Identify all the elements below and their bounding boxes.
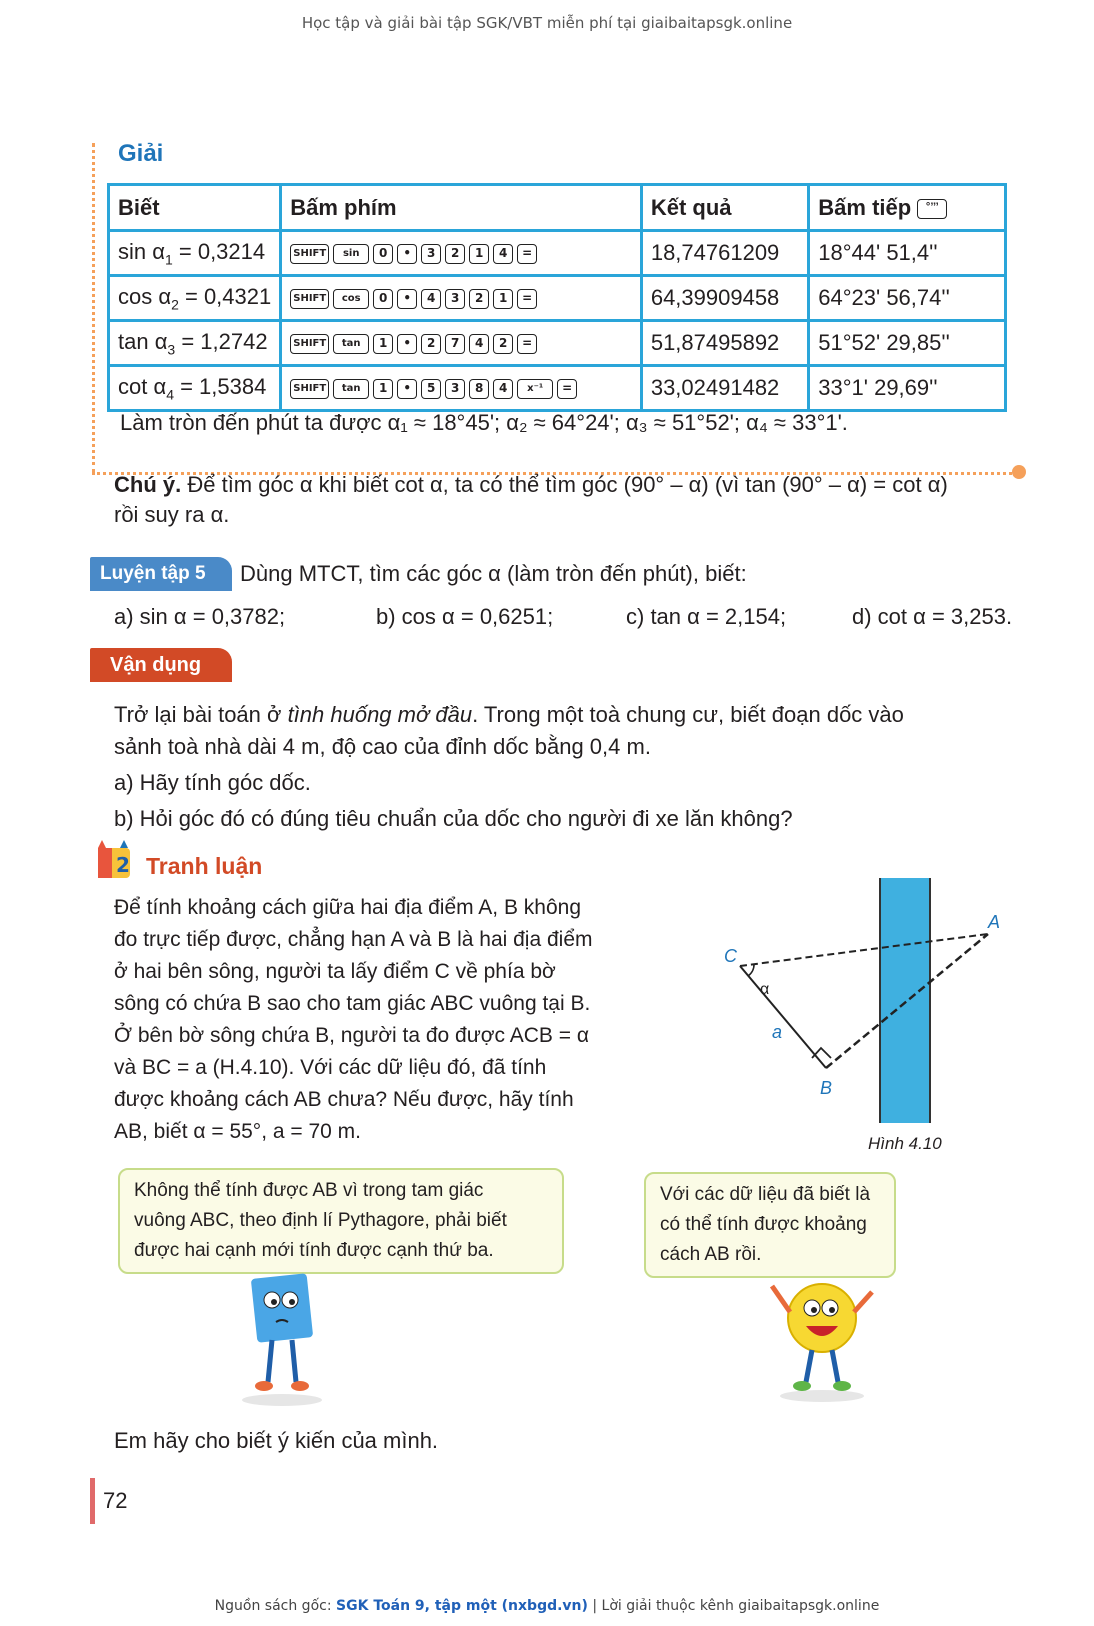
debate-line: được khoảng cách AB chưa? Nếu được, hãy tính [114, 1088, 574, 1111]
calculator-key: 7 [445, 334, 465, 354]
calculator-key: • [397, 244, 417, 264]
calculator-key: 8 [469, 379, 489, 399]
table-row [109, 366, 1006, 411]
calculator-key: 2 [445, 244, 465, 264]
calculator-key: 4 [493, 379, 513, 399]
apply-line-2: sảnh toà nhà dài 4 m, độ cao của đỉnh dốc bằng 0,4 m. [114, 734, 651, 759]
page-footer: Nguồn sách gốc: SGK Toán 9, tập một (nxbgd.vn) | Lời giải thuộc kênh giaibaitapsgk.online [214, 1598, 880, 1614]
note-line-1: Chú ý. Để tìm góc α khi biết cot α, ta có thể tìm góc (90° – α) (vì tan (90° – α) = cot α) [114, 472, 948, 497]
calculator-key: 0 [373, 289, 393, 309]
calculator-key: 3 [421, 244, 441, 264]
practice-tag: Luyện tập 5 [90, 557, 232, 591]
practice-intro: Dùng MTCT, tìm các góc α (làm tròn đến phút), biết: [240, 561, 747, 586]
practice-item-a: a) sin α = 0,3782; [114, 604, 286, 629]
result-value: 64,39909458 [641, 276, 808, 321]
table-header-row [109, 185, 1006, 231]
header-keys: Bấm phím [281, 185, 642, 231]
calculator-key: = [517, 244, 537, 264]
calculator-key: 2 [421, 334, 441, 354]
page-number: 72 [90, 1478, 127, 1524]
debate-icon [94, 838, 136, 882]
known-value: $\cos \alpha_2 = 0,4321$ [109, 276, 281, 321]
angle-alpha-label: α [760, 981, 770, 998]
calculator-key: tan [333, 379, 369, 399]
debate-line: AB, biết α = 55°, a = 70 m. [114, 1120, 362, 1143]
calculator-key: = [517, 289, 537, 309]
debate-line: đo trực tiếp được, chẳng hạn A và B là hai địa điểm [114, 928, 593, 951]
figure-caption: Hình 4.10 [868, 1134, 942, 1153]
result-value: 33,02491482 [641, 366, 808, 411]
known-value: $\sin \alpha_1 = 0,3214$ [109, 231, 281, 276]
result-value: 18,74761209 [641, 231, 808, 276]
apply-question-b: b) Hỏi góc đó có đúng tiêu chuẩn của dốc cho người đi xe lăn không? [114, 806, 793, 831]
calculator-key: 3 [445, 379, 465, 399]
closing-text: Em hãy cho biết ý kiến của mình. [114, 1428, 439, 1453]
calculator-key: 4 [469, 334, 489, 354]
calculator-key: sin [333, 244, 369, 264]
svg-text:2: 2 [116, 853, 130, 877]
key-sequence [281, 366, 642, 411]
solution-title: Giải [118, 140, 164, 167]
solution-dot [1012, 465, 1026, 479]
point-C: C [724, 946, 737, 966]
apply-question-a: a) Hãy tính góc dốc. [114, 770, 311, 795]
practice-item-d: d) cot α = 3,253. [852, 604, 1013, 629]
calculator-key: 2 [493, 334, 513, 354]
calculator-key: cos [333, 289, 369, 309]
result-value: 51,87495892 [641, 321, 808, 366]
calculator-key: = [557, 379, 577, 399]
calculator-key: x⁻¹ [517, 379, 553, 399]
calculator-key: 0 [373, 244, 393, 264]
key-sequence [281, 276, 642, 321]
calculator-key: SHIFT [290, 244, 329, 264]
calculator-key: 1 [469, 244, 489, 264]
calculator-table [107, 183, 1007, 412]
dms-value: 64°23' 56,74'' [809, 276, 1006, 321]
circle-character [764, 1256, 884, 1406]
river [880, 878, 930, 1123]
debate-line: ở hai bên sông, người ta lấy điểm C về phía bờ [114, 960, 556, 983]
table-row [109, 231, 1006, 276]
calculator-key: 1 [373, 334, 393, 354]
point-B: B [820, 1078, 833, 1098]
note-line-2: rồi suy ra α. [114, 502, 230, 527]
header-known: Biết [109, 185, 281, 231]
apply-line-1: Trở lại bài toán ở tình huống mở đầu. Trong một toà chung cư, biết đoạn dốc vào [114, 702, 904, 727]
known-value: $\tan \alpha_3 = 1,2742$ [109, 321, 281, 366]
known-value: $\cot \alpha_4 = 1,5384$ [109, 366, 281, 411]
calculator-key: tan [333, 334, 369, 354]
debate-title: Tranh luận [146, 853, 263, 879]
calculator-key: 5 [421, 379, 441, 399]
calculator-key: SHIFT [290, 379, 329, 399]
practice-item-b: b) cos α = 0,6251; [376, 604, 554, 629]
key-sequence [281, 231, 642, 276]
figure-4-10 [720, 868, 1020, 1128]
square-character [232, 1260, 332, 1410]
speech-bubble-left: Không thể tính được AB vì trong tam giác vuông ABC, theo định lí Pythagore, phải biết được hai cạnh mới tính được cạnh thứ ba. [118, 1168, 564, 1274]
calculator-key: 4 [421, 289, 441, 309]
calculator-key: 1 [493, 289, 513, 309]
calculator-key: 2 [469, 289, 489, 309]
calculator-key: 3 [445, 289, 465, 309]
calculator-key: = [517, 334, 537, 354]
speech-bubble-right: Với các dữ liệu đã biết là có thể tính được khoảng cách AB rồi. [644, 1172, 896, 1278]
header-next: Bấm tiếp °’’’ [809, 185, 1006, 231]
dms-key-icon: °’’’ [917, 199, 947, 219]
debate-line: sông có chứa B sao cho tam giác ABC vuông tại B. [114, 992, 591, 1015]
dms-value: 33°1' 29,69'' [809, 366, 1006, 411]
calculator-key: • [397, 379, 417, 399]
calculator-key: • [397, 289, 417, 309]
debate-line: và BC = a (H.4.10). Với các dữ liệu đó, đã tính [114, 1056, 547, 1079]
practice-item-c: c) tan α = 2,154; [626, 604, 787, 629]
page-header: Học tập và giải bài tập SGK/VBT miễn phí tại giaibaitapsgk.online [301, 14, 793, 32]
header-result: Kết quả [641, 185, 808, 231]
apply-tag: Vận dụng [90, 648, 232, 682]
debate-line: Để tính khoảng cách giữa hai địa điểm A, B không [114, 896, 582, 919]
dms-value: 51°52' 29,85'' [809, 321, 1006, 366]
dms-value: 18°44' 51,4'' [809, 231, 1006, 276]
calculator-key: SHIFT [290, 289, 329, 309]
calculator-key: 1 [373, 379, 393, 399]
calculator-key: • [397, 334, 417, 354]
rounding-text: Làm tròn đến phút ta được α₁ ≈ 18°45'; α₂ ≈ 64°24'; α₃ ≈ 51°52'; α₄ ≈ 33°1'. [120, 410, 848, 435]
table-row [109, 321, 1006, 366]
calculator-key: SHIFT [290, 334, 329, 354]
key-sequence [281, 321, 642, 366]
debate-line: Ở bên bờ sông chứa B, người ta đo được ACB = α [114, 1024, 589, 1047]
calculator-key: 4 [493, 244, 513, 264]
side-a-label: a [772, 1022, 783, 1042]
point-A: A [988, 912, 1001, 932]
table-row [109, 276, 1006, 321]
